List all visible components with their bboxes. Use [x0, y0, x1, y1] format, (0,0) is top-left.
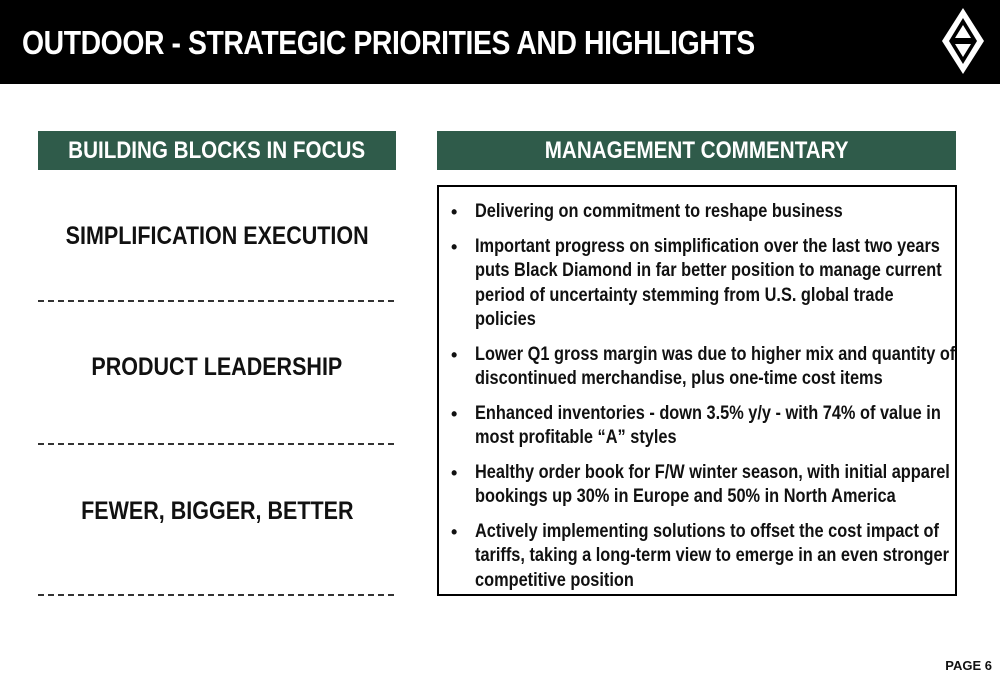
building-block-item	[38, 497, 396, 526]
bullet-icon: •	[451, 403, 458, 424]
dashed-divider	[38, 443, 394, 445]
building-block-label: PRODUCT LEADERSHIP	[91, 353, 343, 381]
commentary-bullet	[451, 200, 971, 225]
commentary-box	[437, 185, 957, 596]
diamond-logo-icon	[942, 8, 984, 74]
commentary-bullet-list	[451, 200, 971, 603]
commentary-bullet	[451, 343, 971, 392]
building-blocks-heading-text: BUILDING BLOCKS IN FOCUS	[68, 137, 366, 164]
commentary-bullet	[451, 235, 971, 333]
dashed-divider	[38, 594, 394, 596]
commentary-bullet-text: Delivering on commitment to reshape business	[475, 201, 843, 222]
commentary-bullet-text: Actively implementing solutions to offset the cost impact of tariffs, taking a long-term view to emerge in an even stronger competitive position	[475, 520, 949, 591]
header-bar	[0, 0, 1000, 84]
building-block-item	[38, 222, 396, 251]
building-block-label: FEWER, BIGGER, BETTER	[80, 497, 354, 525]
page-title: OUTDOOR - STRATEGIC PRIORITIES AND HIGHLIGHTS	[22, 24, 755, 61]
dashed-divider	[38, 300, 394, 302]
commentary-bullet-text: Enhanced inventories - down 3.5% y/y - with 74% of value in most profitable “A” styles	[475, 402, 941, 448]
bullet-icon: •	[451, 202, 458, 222]
commentary-bullet-text: Healthy order book for F/W winter season, with initial apparel bookings up 30% in Europe and 50% in North America	[475, 461, 950, 507]
commentary-bullet-text: Lower Q1 gross margin was due to higher mix and quantity of discontinued merchandise, plus one-time cost items	[475, 343, 956, 389]
commentary-bullet	[451, 402, 971, 451]
commentary-bullet	[451, 461, 971, 510]
bullet-icon: •	[451, 344, 458, 365]
bullet-icon: •	[451, 462, 458, 483]
management-commentary-heading	[437, 131, 956, 170]
commentary-bullet-text: Important progress on simplification over the last two years puts Black Diamond in far better position to manage current period of uncertainty stemming from U.S. global trade policies	[475, 235, 942, 330]
management-commentary-heading-text: MANAGEMENT COMMENTARY	[544, 137, 849, 164]
bullet-icon: •	[451, 521, 458, 542]
building-block-item	[38, 353, 396, 382]
building-blocks-heading	[38, 131, 396, 170]
commentary-bullet	[451, 520, 971, 594]
building-block-label: SIMPLIFICATION EXECUTION	[65, 222, 369, 250]
page-number: PAGE 6	[945, 658, 992, 673]
bullet-icon: •	[451, 236, 458, 257]
